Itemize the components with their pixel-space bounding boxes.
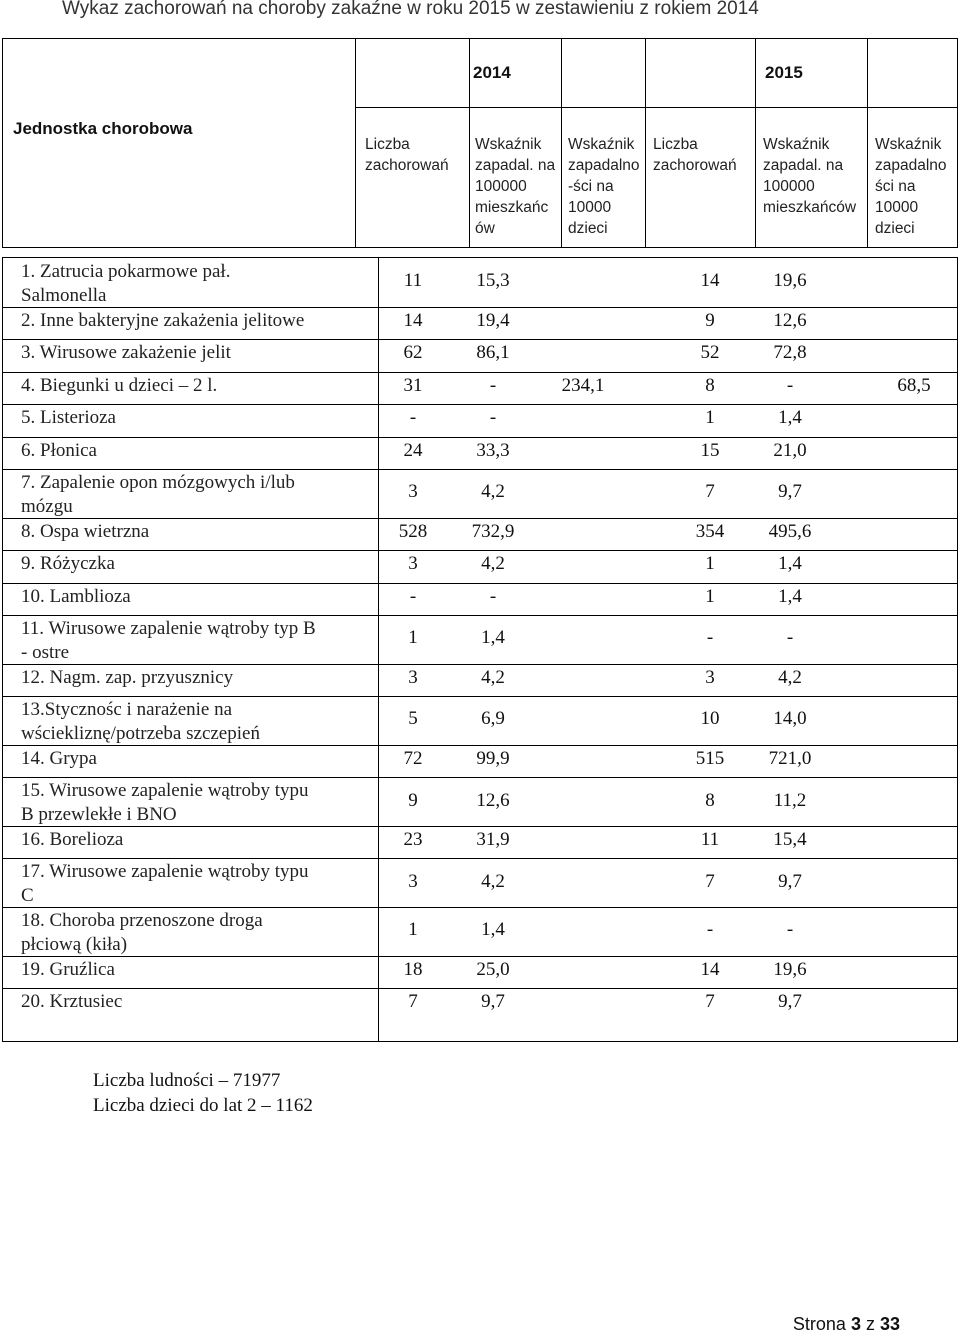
- column-header-line: 10000: [875, 199, 919, 216]
- disease-name-line: 19. Gruźlica: [21, 958, 115, 980]
- value-cell: 3: [705, 666, 715, 688]
- value-cell: 1: [705, 407, 715, 429]
- value-cell: 14: [700, 958, 720, 980]
- value-cell: 99,9: [476, 747, 510, 769]
- disease-name: [21, 958, 371, 982]
- disease-name-line: 12. Nagm. zap. przyusznicy: [21, 666, 234, 688]
- table-row: [3, 745, 957, 777]
- disease-name-line: 9. Różyczka: [21, 553, 115, 575]
- value-cell: 15,3: [476, 270, 510, 292]
- column-header-line: Wskaźnik: [875, 136, 942, 153]
- value-cell: 3: [408, 553, 418, 575]
- value-cell: -: [489, 374, 497, 396]
- column-header: [653, 134, 737, 176]
- value-cell: 31: [403, 374, 423, 396]
- value-cell: 1,4: [481, 919, 505, 941]
- value-cell: 234,1: [561, 374, 605, 396]
- value-cell: 1,4: [778, 585, 802, 607]
- value-cell: 11: [403, 270, 423, 292]
- value-cell: 515: [695, 747, 725, 769]
- disease-name: [21, 585, 371, 609]
- column-header-line: Wskaźnik: [475, 136, 542, 153]
- column-header-line: ści na: [875, 178, 916, 195]
- disease-name-line: 6. Płonica: [21, 439, 97, 461]
- value-cell: 9,7: [778, 481, 802, 503]
- value-cell: 62: [403, 342, 423, 364]
- column-header-line: 100000: [475, 178, 527, 195]
- disease-name-line: mózgu: [21, 495, 73, 517]
- table-row: [3, 339, 957, 371]
- value-cell: 528: [398, 520, 428, 542]
- value-cell: 33,3: [476, 439, 510, 461]
- value-cell: 7: [705, 481, 715, 503]
- value-cell: 14: [700, 270, 720, 292]
- disease-table: [2, 257, 958, 1042]
- value-cell: 354: [695, 520, 725, 542]
- table-row: [3, 988, 957, 1041]
- table-row: [3, 907, 957, 956]
- value-cell: -: [706, 627, 714, 649]
- value-cell: 5: [408, 708, 418, 730]
- value-cell: 4,2: [481, 553, 505, 575]
- value-cell: 1: [705, 553, 715, 575]
- value-cell: 11: [700, 828, 720, 850]
- value-cell: 9: [705, 309, 715, 331]
- table-row: [3, 615, 957, 664]
- table-row: [3, 372, 957, 404]
- disease-name-line: Salmonella: [21, 285, 107, 306]
- disease-name: [21, 406, 371, 430]
- value-cell: -: [786, 627, 794, 649]
- value-cell: 12,6: [773, 309, 807, 331]
- value-cell: 72,8: [773, 342, 807, 364]
- table-row: [3, 956, 957, 988]
- footer-notes: [93, 1068, 313, 1118]
- disease-name: [21, 990, 371, 1014]
- value-cell: 52: [700, 342, 720, 364]
- value-cell: 12,6: [476, 789, 510, 811]
- column-header-line: zachorowań: [653, 157, 737, 174]
- disease-name: [21, 309, 371, 333]
- value-cell: 4,2: [778, 666, 802, 688]
- value-cell: 21,0: [773, 439, 807, 461]
- column-header: [365, 134, 449, 176]
- value-cell: 68,5: [897, 374, 931, 396]
- table-row: [3, 583, 957, 615]
- value-cell: 24: [403, 439, 423, 461]
- value-cell: 14,0: [773, 708, 807, 730]
- value-cell: 9,7: [778, 991, 802, 1013]
- column-header-line: ów: [475, 220, 495, 237]
- value-cell: -: [489, 407, 497, 429]
- column-header-line: zapadalno: [568, 157, 640, 174]
- disease-name: [21, 666, 371, 690]
- disease-name-line: 16. Borelioza: [21, 828, 124, 850]
- value-cell: -: [786, 374, 794, 396]
- disease-name: [21, 552, 371, 576]
- disease-name-line: płciową (kiła): [21, 934, 128, 956]
- page-number: Strona 3 z 33: [792, 1314, 900, 1334]
- value-cell: 3: [408, 481, 418, 503]
- column-header-line: 100000: [763, 178, 815, 195]
- disease-name-line: B przewlekłe i BNO: [21, 804, 177, 826]
- value-cell: 18: [403, 958, 423, 980]
- population-note: Liczba ludności – 71977: [93, 1070, 281, 1091]
- disease-name: [21, 439, 371, 463]
- column-header: [568, 134, 640, 239]
- disease-name-line: wściekliznę/potrzeba szczepień: [21, 723, 260, 745]
- value-cell: 7: [705, 870, 715, 892]
- disease-name-line: 4. Biegunki u dzieci – 2 l.: [21, 374, 218, 396]
- column-header-line: dzieci: [568, 220, 608, 237]
- value-cell: 6,9: [481, 708, 505, 730]
- disease-name: [21, 747, 371, 771]
- disease-name-line: 3. Wirusowe zakażenie jelit: [21, 342, 231, 364]
- disease-name: [21, 341, 371, 365]
- column-header: [875, 134, 947, 239]
- children-note: Liczba dzieci do lat 2 – 1162: [93, 1095, 313, 1116]
- value-cell: 7: [705, 991, 715, 1013]
- disease-name-line: 13.Stycznośc i narażenie na: [21, 699, 233, 721]
- column-header-line: -ści na: [568, 178, 614, 195]
- disease-name: [21, 779, 371, 827]
- value-cell: 25,0: [476, 958, 510, 980]
- disease-name-line: 15. Wirusowe zapalenie wątroby typu: [21, 780, 309, 802]
- value-cell: 19,6: [773, 958, 807, 980]
- value-cell: -: [409, 407, 417, 429]
- value-cell: 1,4: [778, 553, 802, 575]
- table-row: [3, 826, 957, 858]
- column-header: [763, 134, 856, 218]
- disease-name-line: 18. Choroba przenoszone droga: [21, 910, 263, 932]
- value-cell: 1: [408, 919, 418, 941]
- value-cell: 15,4: [773, 828, 807, 850]
- value-cell: 9,7: [778, 870, 802, 892]
- unit-column-header: Jednostka chorobowa: [13, 119, 193, 138]
- table-row: [3, 777, 957, 826]
- value-cell: 15: [700, 439, 720, 461]
- value-cell: 3: [408, 666, 418, 688]
- value-cell: 495,6: [768, 520, 812, 542]
- column-header-line: 10000: [568, 199, 612, 216]
- value-cell: 4,2: [481, 870, 505, 892]
- value-cell: 3: [408, 870, 418, 892]
- disease-name: [21, 698, 371, 746]
- value-cell: 19,4: [476, 309, 510, 331]
- value-cell: -: [786, 919, 794, 941]
- value-cell: 1: [705, 585, 715, 607]
- value-cell: 8: [705, 374, 715, 396]
- column-header-line: zapadalno: [875, 157, 947, 174]
- disease-name-line: 8. Ospa wietrzna: [21, 520, 150, 542]
- value-cell: 11,2: [773, 789, 807, 811]
- value-cell: 86,1: [476, 342, 510, 364]
- table-row: [3, 469, 957, 518]
- value-cell: 9: [408, 789, 418, 811]
- disease-name: [21, 909, 371, 957]
- table-row: [3, 858, 957, 907]
- disease-name-line: 2. Inne bakteryjne zakażenia jelitowe: [21, 309, 305, 331]
- value-cell: 7: [408, 991, 418, 1013]
- table-row: [3, 518, 957, 550]
- disease-name-line: 5. Listerioza: [21, 407, 116, 429]
- table-header: [2, 38, 958, 248]
- value-cell: 31,9: [476, 828, 510, 850]
- value-cell: -: [706, 919, 714, 941]
- disease-name-line: 11. Wirusowe zapalenie wątroby typ B: [21, 618, 316, 639]
- disease-name-line: - ostre: [21, 642, 70, 663]
- table-row: [3, 664, 957, 696]
- value-cell: 9,7: [481, 991, 505, 1013]
- disease-name: [21, 374, 371, 398]
- value-cell: -: [409, 585, 417, 607]
- disease-name: [21, 617, 371, 665]
- column-header-line: Wskaźnik: [763, 136, 830, 153]
- disease-name-line: 10. Lamblioza: [21, 585, 131, 607]
- column-header-line: zapadal. na: [475, 157, 556, 174]
- disease-name-line: 7. Zapalenie opon mózgowych i/lub: [21, 471, 295, 493]
- value-cell: 19,6: [773, 270, 807, 292]
- table-row: [3, 258, 957, 307]
- value-cell: 8: [705, 789, 715, 811]
- table-row: [3, 437, 957, 469]
- disease-name: [21, 471, 371, 519]
- value-cell: 1,4: [778, 407, 802, 429]
- column-header-line: Liczba: [653, 136, 698, 153]
- document-title: Wykaz zachorowań na choroby zakaźne w roku 2015 w zestawieniu z rokiem 2014: [62, 0, 759, 19]
- value-cell: 732,9: [471, 520, 515, 542]
- disease-name-line: 1. Zatrucia pokarmowe pał.: [21, 261, 231, 282]
- disease-name-line: 20. Krztusiec: [21, 991, 123, 1013]
- disease-name-line: C: [21, 885, 34, 907]
- column-header-line: mieszkańc: [475, 199, 549, 216]
- column-header-line: Liczba: [365, 136, 410, 153]
- table-row: [3, 404, 957, 436]
- disease-name: [21, 860, 371, 908]
- table-row: [3, 550, 957, 582]
- value-cell: 4,2: [481, 666, 505, 688]
- disease-name: [21, 260, 371, 308]
- value-cell: 14: [403, 309, 423, 331]
- column-header: [475, 134, 555, 239]
- value-cell: 721,0: [768, 747, 812, 769]
- value-cell: 4,2: [481, 481, 505, 503]
- value-cell: 23: [403, 828, 423, 850]
- column-header-line: zachorowań: [365, 157, 449, 174]
- table-row: [3, 307, 957, 339]
- value-cell: -: [489, 585, 497, 607]
- table-row: [3, 696, 957, 745]
- column-header-line: mieszkańców: [763, 199, 857, 216]
- year-2015-label: 2015: [765, 63, 803, 82]
- value-cell: 72: [403, 747, 423, 769]
- column-header-line: dzieci: [875, 220, 915, 237]
- disease-name: [21, 828, 371, 852]
- disease-name: [21, 520, 371, 544]
- disease-name-line: 17. Wirusowe zapalenie wątroby typu: [21, 861, 309, 883]
- value-cell: 10: [700, 708, 720, 730]
- year-2014-label: 2014: [473, 63, 511, 82]
- disease-name-line: 14. Grypa: [21, 747, 97, 769]
- value-cell: 1: [408, 627, 418, 649]
- column-header-line: zapadal. na: [763, 157, 844, 174]
- column-header-line: Wskaźnik: [568, 136, 635, 153]
- value-cell: 1,4: [481, 627, 505, 649]
